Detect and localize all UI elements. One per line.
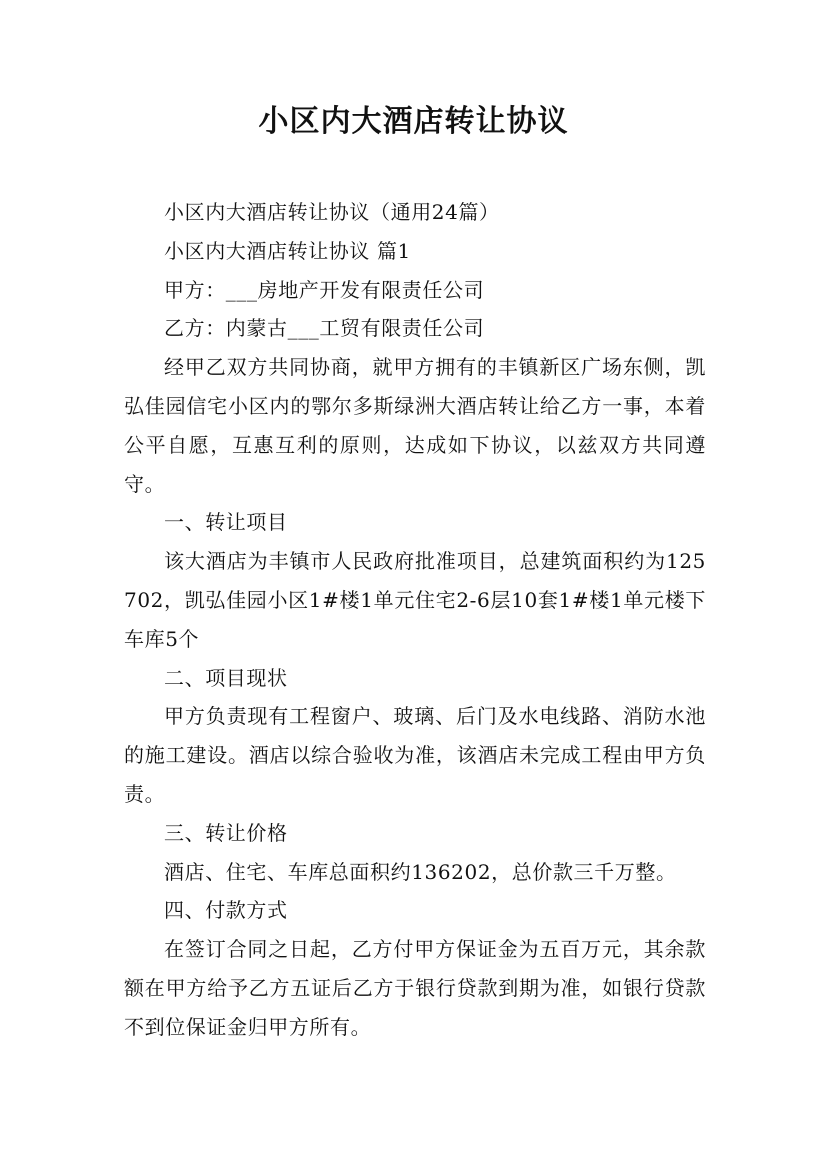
subtitle-paragraph: 小区内大酒店转让协议（通用24篇） <box>164 200 500 224</box>
party-a-line: 甲方：___房地产开发有限责任公司 <box>164 277 485 302</box>
clause-heading: 一、转让项目 <box>164 510 288 535</box>
clause-heading: 三、转让价格 <box>164 820 288 845</box>
clause-paragraph: 酒店、住宅、车库总面积约136202，总价款三千万整。 <box>164 859 677 884</box>
party-b-line: 乙方：内蒙古___工贸有限责任公司 <box>164 316 485 341</box>
document-title: 小区内大酒店转让协议 <box>258 104 569 139</box>
clause-paragraph: 在签订合同之日起，乙方付甲方保证金为五百万元，其余款额在甲方给予乙方五证后乙方于银行贷款到期为准，如银行贷款不到位保证金归甲方所有。 <box>124 937 706 1039</box>
clause-heading: 二、项目现状 <box>164 665 288 690</box>
intro-paragraph: 经甲乙双方共同协商，就甲方拥有的丰镇新区广场东侧，凯弘佳园信宅小区内的鄂尔多斯绿洲大酒店转让给乙方一事，本着公平自愿，互惠互利的原则，达成如下协议，以兹双方共同遵守。 <box>124 355 706 496</box>
document-body <box>124 193 706 1047</box>
clause-paragraph: 甲方负责现有工程窗户、玻璃、后门及水电线路、消防水池的施工建设。酒店以综合验收为准，该酒店未完成工程由甲方负责。 <box>124 704 706 806</box>
section-heading: 小区内大酒店转让协议 篇1 <box>164 238 411 263</box>
clause-heading: 四、付款方式 <box>164 898 288 923</box>
clause-paragraph: 该大酒店为丰镇市人民政府批准项目，总建筑面积约为125702，凯弘佳园小区1#楼1单元住宅2-6层10套1#楼1单元楼下车库5个 <box>124 549 706 651</box>
